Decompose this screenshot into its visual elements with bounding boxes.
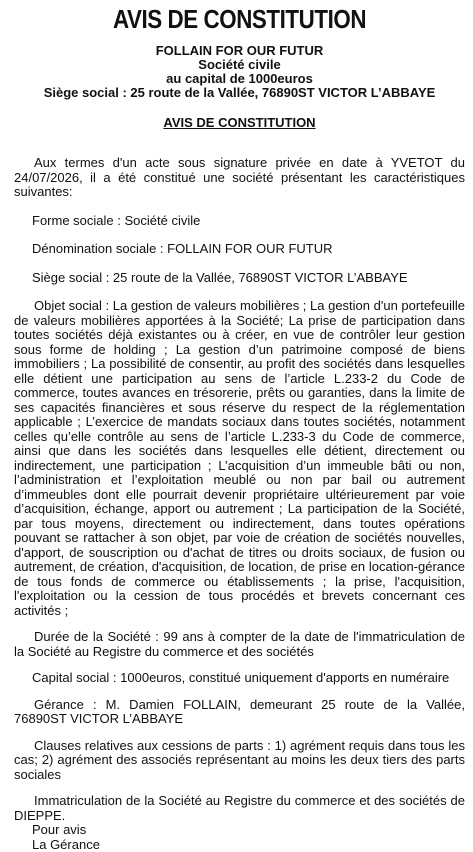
legal-notice	[0, 4, 473, 780]
capital-social: Capital social : 1000euros, constitué uniquement d'apports en numéraire	[14, 671, 465, 686]
duree-societe: Durée de la Société : 99 ans à compter de la date de l'immatriculation de la Société au Registre du commerce et des sociétés	[14, 630, 465, 659]
company-capital: au capital de 1000euros	[14, 72, 465, 86]
forme-sociale: Forme sociale : Société civile	[14, 214, 465, 229]
company-form: Société civile	[14, 58, 465, 72]
gerance: Gérance : M. Damien FOLLAIN, demeurant 25 route de la Vallée, 76890ST VICTOR L’ABBAYE	[14, 698, 465, 727]
company-seat: Siège social : 25 route de la Vallée, 76890ST VICTOR L’ABBAYE	[14, 86, 465, 100]
siege-social: Siège social : 25 route de la Vallée, 76890ST VICTOR L’ABBAYE	[14, 271, 465, 286]
main-title: AVIS DE CONSTITUTION	[46, 4, 434, 34]
company-name: FOLLAIN FOR OUR FUTUR	[14, 44, 465, 58]
notice-body	[14, 156, 465, 852]
immatriculation: Immatriculation de la Société au Registre du commerce et des sociétés de DIEPPE.	[14, 794, 465, 823]
clauses-cessions: Clauses relatives aux cessions de parts : 1) agrément requis dans tous les cas; 2) agrément des associés représentant au moins les deux tiers des parts sociales	[14, 739, 465, 783]
denomination-sociale: Dénomination sociale : FOLLAIN FOR OUR FUTUR	[14, 242, 465, 257]
la-gerance: La Gérance	[32, 838, 465, 852]
pour-avis: Pour avis	[32, 823, 465, 838]
section-title: AVIS DE CONSTITUTION	[14, 116, 465, 130]
company-header	[14, 44, 465, 100]
objet-social: Objet social : La gestion de valeurs mobilières ; La gestion d'un portefeuille de valeurs mobilières apportées à la Société; La prise de participation dans toutes sociétés déjà existantes ou à créer, en vue de contrôler leur gestion sous forme de holding ; La gestion d’un patrimoine composé de biens immobiliers ; La possibilité de consentir, au profit des sociétés dans lesquelles elle détient une participation au sens de l’article L.233-2 du Code de commerce, toutes avances en trésorerie, prêts ou garanties, dans la limite de ses capacités financières et sous réserve du respect de la réglementation applicable ; L’exercice de mandats sociaux dans toutes sociétés, notamment celles qu’elle contrôle au sens de l’article L.233-3 du Code de commerce, ainsi que dans les sociétés dans lesquelles elle détient, directement ou indirectement, une participation ; L’acquisition d’un immeuble bâti ou non, l’administration et l’exploitation meublé ou non par bail ou autrement d’immeubles dont elle pourrait devenir propriétaire ultérieurement par voie d’acquisition, échange, apport ou autrement ; La participation de la Société, par tous moyens, directement ou indirectement, dans toutes opérations pouvant se rattacher à son objet, par voie de création de sociétés nouvelles, d'apport, de souscription ou d'achat de titres ou droits sociaux, de fusion ou autrement, de création, d'acquisition, de location, de prise en location-gérance de tous fonds de commerce ou établissements ; la prise, l'acquisition, l'exploitation ou la cession de tous procédés et brevets concernant ces activités ;	[14, 299, 465, 618]
signature-block	[14, 823, 465, 852]
intro-paragraph: Aux termes d'un acte sous signature privée en date à YVETOT du 24/07/2026, il a été constitué une société présentant les caractéristiques suivantes:	[14, 156, 465, 200]
